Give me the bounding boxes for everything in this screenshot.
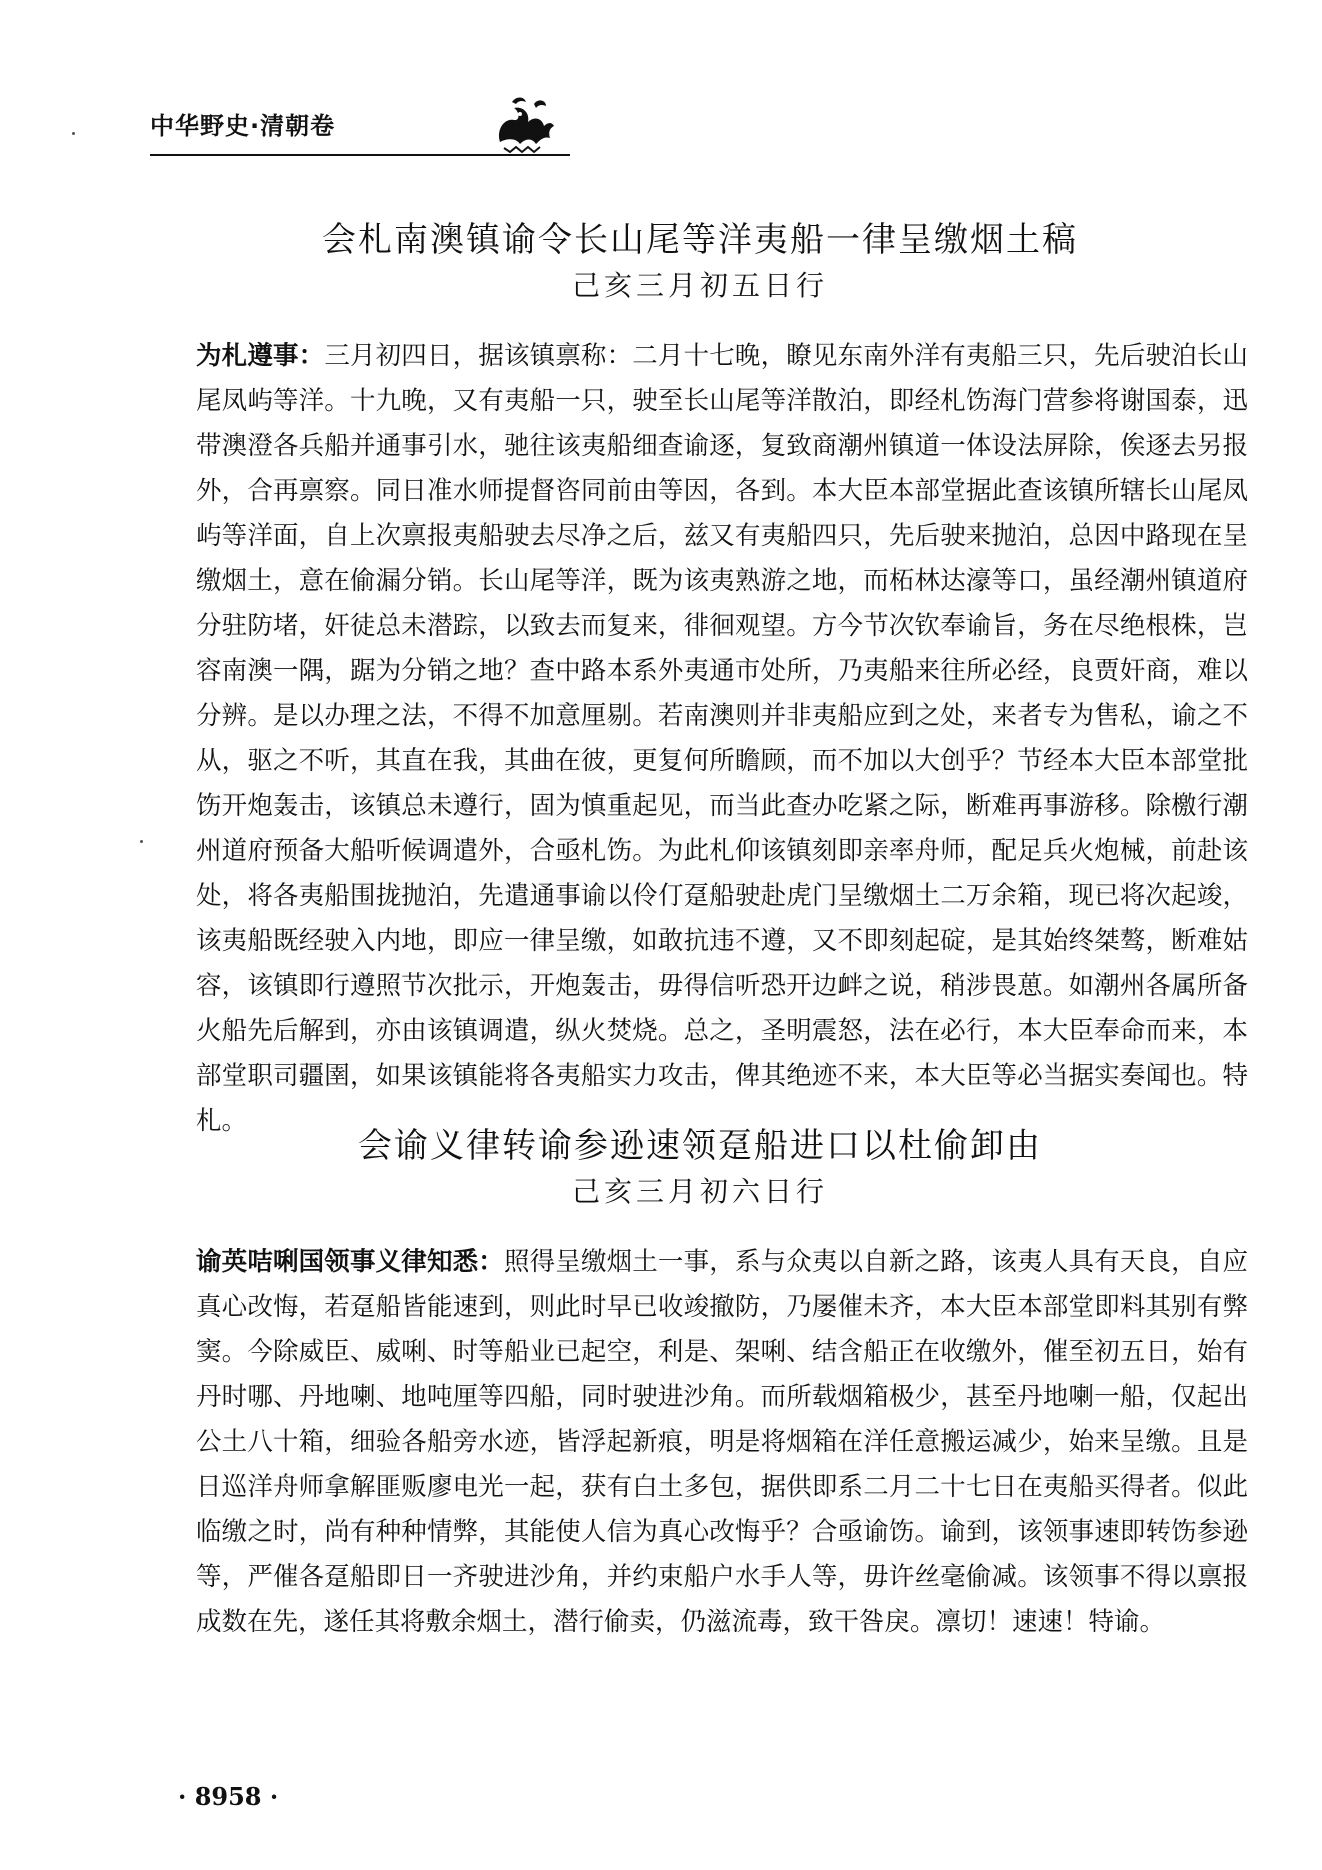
article-2-body [196, 1240, 1248, 1645]
article-1-lead: 为札遵事： [196, 341, 325, 371]
dragon-icon [490, 92, 560, 154]
header-rule [150, 154, 570, 156]
page-number: · 8958 · [178, 1782, 279, 1811]
scan-speck [140, 840, 143, 843]
article-1-date: 己亥三月初五日行 [571, 269, 828, 302]
article-1-title: 会札南澳镇谕令长山尾等洋夷船一律呈缴烟土稿 [322, 220, 1078, 260]
series-title: 中华野史·清朝卷 [150, 112, 336, 140]
article-2-lead: 谕英咭唎国领事义律知悉： [196, 1247, 504, 1277]
scan-speck [72, 132, 75, 135]
article-2-date: 己亥三月初六日行 [571, 1175, 828, 1208]
article-2-text: 照得呈缴烟土一事，系与众夷以自新之路，该夷人具有天良，自应真心改悔，若趸船皆能速到，则此时早已收竣撤防，乃屡催未齐，本大臣本部堂即料其别有弊窦。今除威臣、威唎、时等船业已起空，利是、架唎、结含船正在收缴外，催至初五日，始有丹时哪、丹地喇、地吨厘等四船，同时驶进沙角。而所载烟箱极少，甚至丹地喇一船，仅起出公土八十箱，细验各船旁水迹，皆浮起新痕，明是将烟箱在洋任意搬运减少，始来呈缴。且是日巡洋舟师拿解匪贩廖电光一起，获有白土多包，据供即系二月二十七日在夷船买得者。似此临缴之时，尚有种种情弊，其能使人信为真心改悔乎？合亟谕饬。谕到，该领事速即转饬参逊等，严催各趸船即日一齐驶进沙角，并约束船户水手人等，毋许丝毫偷减。该领事不得以禀报成数在先，遂任其将敷余烟土，潜行偷卖，仍滋流毒，致干咎戾。凛切！速速！特谕。 [196, 1247, 1248, 1637]
article-2-title: 会谕义律转谕参逊速领趸船进口以杜偷卸由 [358, 1126, 1042, 1166]
page-header [150, 92, 570, 162]
article-1-text: 三月初四日，据该镇禀称：二月十七晚，瞭见东南外洋有夷船三只，先后驶泊长山尾凤屿等洋。十九晚，又有夷船一只，驶至长山尾等洋散泊，即经札饬海门营参将谢国泰，迅带澳澄各兵船并通事引水，驰往该夷船细查谕逐，复致商潮州镇道一体设法屏除，俟逐去另报外，合再禀察。同日准水师提督咨同前由等因，各到。本大臣本部堂据此查该镇所辖长山尾凤屿等洋面，自上次禀报夷船驶去尽净之后，兹又有夷船四只，先后驶来抛泊，总因中路现在呈缴烟土，意在偷漏分销。长山尾等洋，既为该夷熟游之地，而柘林达濠等口，虽经潮州镇道府分驻防堵，奸徒总未潜踪，以致去而复来，徘徊观望。方今节次钦奉谕旨，务在尽绝根株，岂容南澳一隅，踞为分销之地？查中路本系外夷通市处所，乃夷船来往所必经，良贾奸商，难以分辨。是以办理之法，不得不加意厘剔。若南澳则并非夷船应到之处，来者专为售私，谕之不从，驱之不听，其直在我，其曲在彼，更复何所瞻顾，而不加以大创乎？节经本大臣本部堂批饬开炮轰击，该镇总未遵行，固为慎重起见，而当此查办吃紧之际，断难再事游移。除檄行潮州道府预备大船听候调遣外，合亟札饬。为此札仰该镇刻即亲率舟师，配足兵火炮械，前赴该处，将各夷船围拢抛泊，先遣通事谕以伶仃趸船驶赴虎门呈缴烟土二万余箱，现已将次起竣，该夷船既经驶入内地，即应一律呈缴，如敢抗违不遵，又不即刻起碇，是其始终桀骜，断难姑容，该镇即行遵照节次批示，开炮轰击，毋得信听恐开边衅之说，稍涉畏葸。如潮州各属所备火船先后解到，亦由该镇调遣，纵火焚烧。总之，圣明震怒，法在必行，本大臣奉命而来，本部堂职司疆圉，如果该镇能将各夷船实力攻击，俾其绝迹不来，本大臣等必当据实奏闻也。特札。 [196, 341, 1248, 1136]
article-1-body [196, 334, 1248, 1144]
